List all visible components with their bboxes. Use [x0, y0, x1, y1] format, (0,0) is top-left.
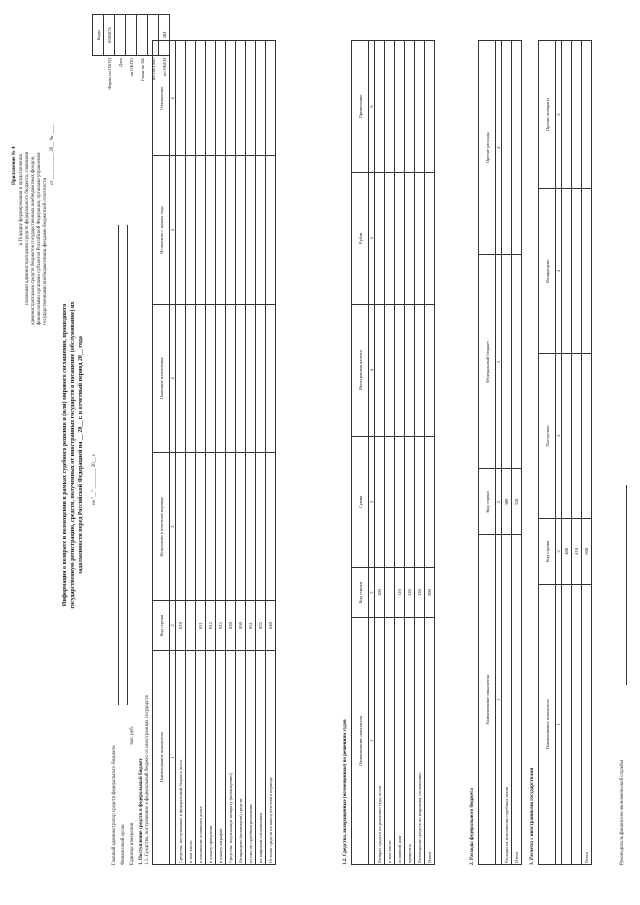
table-row — [572, 41, 582, 865]
value-cell — [266, 304, 276, 452]
code-label: по ОКТМО — [150, 58, 156, 80]
value-cell — [236, 304, 246, 452]
table-row — [425, 41, 435, 865]
column-number: 2 — [170, 601, 176, 650]
value-cell — [186, 41, 196, 156]
meta-admin-label: Главный администратор средств федерального бюджета — [112, 745, 117, 865]
row-label: Итого — [425, 617, 435, 864]
row-code: 500 — [582, 518, 592, 584]
value-cell — [582, 41, 592, 189]
column-number: 1 — [556, 584, 562, 864]
value-cell — [246, 156, 256, 304]
value-cell — [385, 436, 395, 568]
value-cell — [375, 436, 385, 568]
column-number: 2 — [556, 518, 562, 584]
section3-table — [478, 40, 522, 865]
value-cell — [375, 172, 385, 304]
value-cell — [186, 453, 196, 601]
value-cell — [216, 453, 226, 601]
section4-table — [538, 40, 592, 865]
value-cell — [176, 453, 186, 601]
approval-line: от __ ________ 20__ № ____ — [50, 124, 55, 185]
row-label: Расходы на исполнение судебных актов — [502, 535, 512, 865]
appendix-line: администраторами средств бюджетов государственных внебюджетных фондов, — [31, 155, 36, 325]
section1-subtitle: 1.1. Средства, поступившие в федеральный бюджет от иностранных государств — [145, 695, 150, 865]
table-row — [395, 41, 405, 865]
value-cell — [415, 304, 425, 436]
appendix-line: государственными внебюджетными фондами бюджетной отчетности — [43, 177, 48, 325]
column-number: 3 — [556, 354, 562, 519]
row-label: в погашение основного долга — [196, 650, 206, 864]
appendix-label: Приложение № 4 — [12, 146, 17, 185]
appendix-line: к Порядку формирования и представления — [19, 154, 24, 245]
code-label: по ОКПО — [128, 58, 134, 77]
value-cell — [246, 304, 256, 452]
value-cell — [266, 156, 276, 304]
row-label — [572, 584, 582, 864]
column-header: Отклонение — [153, 41, 170, 156]
row-label: по мировым соглашениям — [256, 650, 266, 864]
appendix-line: главными администраторами средств федерального бюджета, главными — [25, 151, 30, 305]
column-header: Наименование показателя — [479, 535, 496, 865]
row-code: 010 — [176, 601, 186, 650]
row-code: 012 — [206, 601, 216, 650]
table-row — [236, 41, 246, 865]
value-cell — [502, 255, 512, 469]
value-cell — [512, 255, 522, 469]
table-row — [176, 41, 186, 865]
meta-admin-line — [118, 225, 119, 705]
value-cell — [425, 304, 435, 436]
value-cell — [176, 304, 186, 452]
value-cell — [405, 172, 415, 304]
value-cell — [186, 304, 196, 452]
column-header: Поступило — [539, 354, 556, 519]
row-code: 410 — [572, 518, 582, 584]
section2-title: 1.2. Средства, возвращенные (возмещенные) по решениям судов — [343, 719, 348, 865]
value-cell — [512, 41, 522, 255]
column-header: Исполнено с начала года — [153, 156, 170, 304]
value-cell — [405, 436, 415, 568]
value-cell — [405, 41, 415, 173]
value-cell — [385, 41, 395, 173]
column-header: Код строки — [153, 601, 170, 650]
column-number: 4 — [170, 304, 176, 452]
row-code: 400 — [562, 518, 572, 584]
row-code: 030 — [236, 601, 246, 650]
value-cell — [206, 156, 216, 304]
column-number: 2 — [496, 469, 502, 535]
value-cell — [236, 41, 246, 156]
column-number: 1 — [369, 617, 375, 864]
row-label: Средства, поступившие в федеральный бюджет, всего — [176, 650, 186, 864]
table-row — [375, 41, 385, 865]
value-cell — [206, 304, 216, 452]
row-label: в том числе: — [385, 617, 395, 864]
column-header: Наименование показателя — [539, 584, 556, 864]
value-cell — [425, 41, 435, 173]
value-cell — [216, 41, 226, 156]
code-value: 384 — [159, 15, 170, 56]
value-cell — [572, 354, 582, 519]
code-label: Глава по БК — [139, 58, 145, 82]
row-code: 020 — [226, 601, 236, 650]
value-cell — [266, 41, 276, 156]
table-row — [226, 41, 236, 865]
row-code — [186, 601, 196, 650]
value-cell — [216, 156, 226, 304]
value-cell — [572, 189, 582, 354]
code-value: 0503876 — [104, 15, 115, 56]
row-code: 100 — [375, 568, 385, 617]
row-label: из них по судебным решениям — [246, 650, 256, 864]
value-cell — [562, 41, 572, 189]
value-cell — [425, 172, 435, 304]
row-code: 031 — [246, 601, 256, 650]
table-row — [502, 41, 512, 865]
row-label: Возмещение средств по мировому соглашению — [415, 617, 425, 864]
column-header: Иностранная валюта — [352, 304, 369, 436]
codes-header: Коды — [93, 15, 104, 56]
row-label: Средства, подлежащие возврату (возмещению) — [226, 650, 236, 864]
row-code — [385, 568, 395, 617]
value-cell — [415, 436, 425, 568]
value-cell — [226, 304, 236, 452]
value-cell — [395, 172, 405, 304]
column-number: 1 — [170, 650, 176, 864]
value-cell — [415, 41, 425, 173]
row-code: 300 — [502, 469, 512, 535]
value-cell — [206, 41, 216, 156]
column-number: 4 — [496, 41, 502, 255]
report-date: на "__" ________ 20__ г. — [92, 453, 97, 505]
value-cell — [562, 189, 572, 354]
value-cell — [206, 453, 216, 601]
row-label: Итого — [512, 535, 522, 865]
value-cell — [395, 304, 405, 436]
column-number: 5 — [170, 156, 176, 304]
row-label: Возвращено (возмещено) средств — [236, 650, 246, 864]
row-code: 310 — [512, 469, 522, 535]
meta-finorg-label: Финансовый орган — [121, 824, 126, 865]
row-label: Всего — [582, 584, 592, 864]
table-header-row — [153, 41, 170, 865]
code-value — [137, 15, 148, 56]
code-label: Форма по ОКУД — [106, 58, 112, 90]
meta-unit-label: Единица измерения — [130, 822, 135, 865]
form-title-line: Информация о возврате и возмещении в рамках судебного решения и (или) мирового соглашения, прошедшего — [62, 303, 68, 607]
value-cell — [196, 156, 206, 304]
value-cell — [256, 304, 266, 452]
row-label: основной долг — [395, 617, 405, 864]
value-cell — [425, 436, 435, 568]
row-label: в уплату штрафов — [216, 650, 226, 864]
value-cell — [415, 172, 425, 304]
value-cell — [246, 453, 256, 601]
value-cell — [246, 41, 256, 156]
row-code: 120 — [405, 568, 415, 617]
value-cell — [582, 189, 592, 354]
table-row — [405, 41, 415, 865]
value-cell — [236, 453, 246, 601]
column-header: Прочие возвраты — [539, 41, 556, 189]
section1-title: 1. Поступление средств в федеральный бюджет — [139, 758, 144, 865]
code-label: по ОКЕИ — [161, 58, 167, 77]
section4-title: 3. Расчеты с иностранными государствами — [530, 767, 535, 865]
value-cell — [266, 453, 276, 601]
column-number: 6 — [369, 41, 375, 173]
value-cell — [385, 172, 395, 304]
meta-unit-value: тыс. руб. — [130, 726, 135, 745]
column-header: Плановые назначения — [153, 304, 170, 452]
table-row — [246, 41, 256, 865]
value-cell — [226, 41, 236, 156]
form-title-line: задолженности перед Российской Федерацией на __ 20__ г. в отчетный период 20__ года — [78, 336, 84, 574]
column-header: Примечание — [352, 41, 369, 173]
table-row — [196, 41, 206, 865]
footer-signature-label: Руководитель финансово-экономической службы — [620, 760, 625, 865]
row-label: в уплату процентов — [206, 650, 216, 864]
table-row — [186, 41, 196, 865]
value-cell — [395, 436, 405, 568]
table-row — [582, 41, 592, 865]
row-label: проценты — [405, 617, 415, 864]
value-cell — [375, 41, 385, 173]
column-number: 5 — [556, 41, 562, 189]
column-number: 1 — [496, 535, 502, 865]
column-header: Сумма — [352, 436, 369, 568]
value-cell — [196, 304, 206, 452]
column-header: Рубли — [352, 172, 369, 304]
table-row — [385, 41, 395, 865]
value-cell — [256, 41, 266, 156]
value-cell — [226, 156, 236, 304]
table-row — [206, 41, 216, 865]
meta-finorg-line — [127, 225, 128, 705]
row-code: 011 — [196, 601, 206, 650]
column-number: 4 — [556, 189, 562, 354]
column-header: Федеральный бюджет — [479, 255, 496, 469]
section1-table — [152, 40, 276, 865]
value-cell — [582, 354, 592, 519]
column-header: Возвращено — [539, 189, 556, 354]
value-cell — [196, 41, 206, 156]
value-cell — [562, 354, 572, 519]
column-header: Наименование показателя — [352, 617, 369, 864]
column-header: Код строки — [352, 568, 369, 617]
value-cell — [226, 453, 236, 601]
table-header-row — [539, 41, 556, 865]
column-number: 3 — [369, 436, 375, 568]
value-cell — [256, 453, 266, 601]
value-cell — [572, 41, 582, 189]
value-cell — [502, 41, 512, 255]
section3-title: 2. Расходы федерального бюджета — [470, 788, 475, 865]
code-value — [115, 15, 126, 56]
row-code: 130 — [415, 568, 425, 617]
row-label: в том числе: — [186, 650, 196, 864]
appendix-line: финансовыми органами субъектов Российской Федерации, органами управления — [37, 152, 42, 325]
column-number: 4 — [369, 304, 375, 436]
value-cell — [256, 156, 266, 304]
signature-line — [626, 485, 627, 685]
table-row — [562, 41, 572, 865]
row-label: Остаток средств на конец отчетного периода — [266, 650, 276, 864]
table-header-row — [479, 41, 496, 865]
section2-table — [351, 40, 435, 865]
table-header-row — [352, 41, 369, 865]
value-cell — [196, 453, 206, 601]
column-number: 3 — [496, 255, 502, 469]
column-header: Прочие расходы — [479, 41, 496, 255]
value-cell — [176, 41, 186, 156]
row-label — [562, 584, 572, 864]
row-label: Возврат средств по решению суда, всего — [375, 617, 385, 864]
code-value — [126, 15, 137, 56]
table-row — [256, 41, 266, 865]
value-cell — [405, 304, 415, 436]
column-number: 2 — [369, 568, 375, 617]
column-number: 6 — [170, 41, 176, 156]
row-code: 110 — [395, 568, 405, 617]
value-cell — [395, 41, 405, 173]
column-header: Исполнено в отчетном периоде — [153, 453, 170, 601]
form-title-line: государственную регистрацию, средств, полученных от иностранных государств в погашение (обслуживание) их — [70, 301, 76, 609]
value-cell — [236, 156, 246, 304]
table-row — [415, 41, 425, 865]
column-header: Наименование показателя — [153, 650, 170, 864]
column-number: 3 — [170, 453, 176, 601]
table-row — [266, 41, 276, 865]
column-number: 5 — [369, 172, 375, 304]
table-row — [216, 41, 226, 865]
value-cell — [176, 156, 186, 304]
row-code: 040 — [266, 601, 276, 650]
code-label: Дата — [117, 58, 123, 67]
column-header: Код строки — [479, 469, 496, 535]
row-code: 200 — [425, 568, 435, 617]
value-cell — [385, 304, 395, 436]
table-row — [512, 41, 522, 865]
row-code: 013 — [216, 601, 226, 650]
row-code: 032 — [256, 601, 266, 650]
value-cell — [375, 304, 385, 436]
value-cell — [216, 304, 226, 452]
value-cell — [186, 156, 196, 304]
column-header: Код строки — [539, 518, 556, 584]
